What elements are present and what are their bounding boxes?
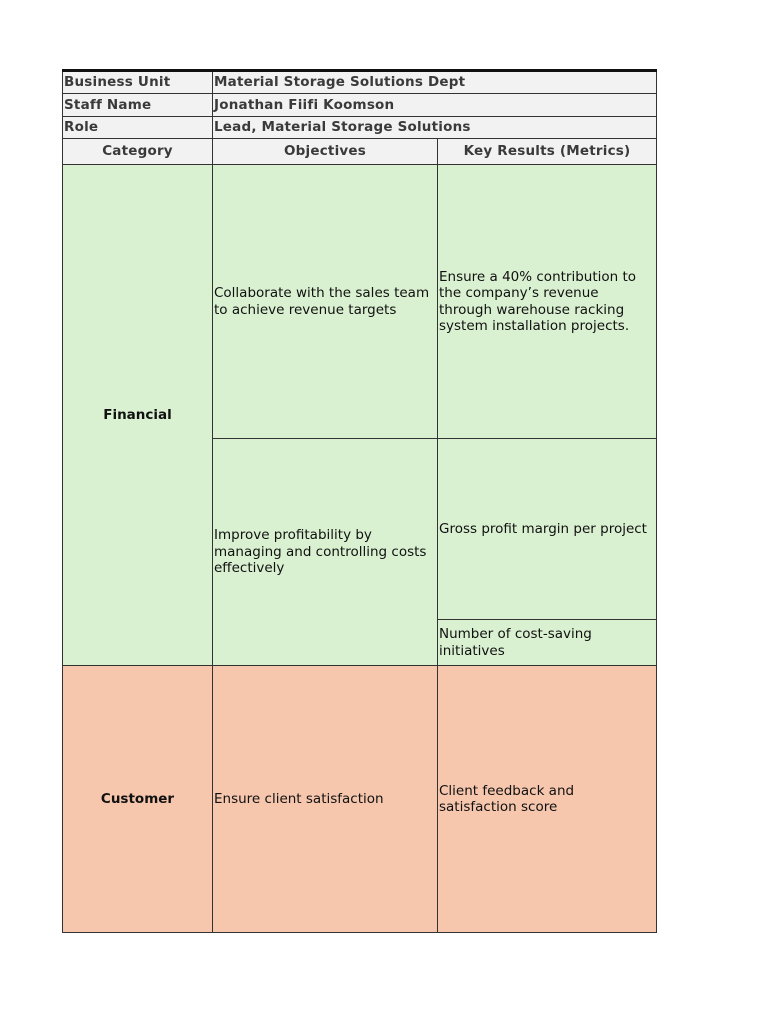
- okr-table: [62, 69, 657, 933]
- table-row: [63, 666, 657, 933]
- column-header-row: [63, 139, 657, 165]
- business-unit-value: Material Storage Solutions Dept: [213, 71, 657, 94]
- role-label: Role: [63, 117, 213, 139]
- key-result-cell: Number of cost-saving initiatives: [438, 620, 657, 666]
- key-result-cell: Client feedback and satisfaction score: [438, 666, 657, 933]
- category-customer: Customer: [63, 666, 213, 933]
- column-header-category: Category: [63, 139, 213, 165]
- column-header-key-results: Key Results (Metrics): [438, 139, 657, 165]
- table-row: [63, 165, 657, 439]
- business-unit-row: [63, 71, 657, 94]
- staff-name-row: [63, 94, 657, 117]
- category-financial: Financial: [63, 165, 213, 666]
- staff-name-label: Staff Name: [63, 94, 213, 117]
- business-unit-label: Business Unit: [63, 71, 213, 94]
- staff-name-value: Jonathan Fiifi Koomson: [213, 94, 657, 117]
- objective-cell: Ensure client satisfaction: [213, 666, 438, 933]
- role-row: [63, 117, 657, 139]
- column-header-objectives: Objectives: [213, 139, 438, 165]
- role-value: Lead, Material Storage Solutions: [213, 117, 657, 139]
- key-result-cell: Gross profit margin per project: [438, 439, 657, 620]
- objective-cell: Collaborate with the sales team to achieve revenue targets: [213, 165, 438, 439]
- key-result-cell: Ensure a 40% contribution to the company’s revenue through warehouse racking system installation projects.: [438, 165, 657, 439]
- objective-cell: Improve profitability by managing and controlling costs effectively: [213, 439, 438, 666]
